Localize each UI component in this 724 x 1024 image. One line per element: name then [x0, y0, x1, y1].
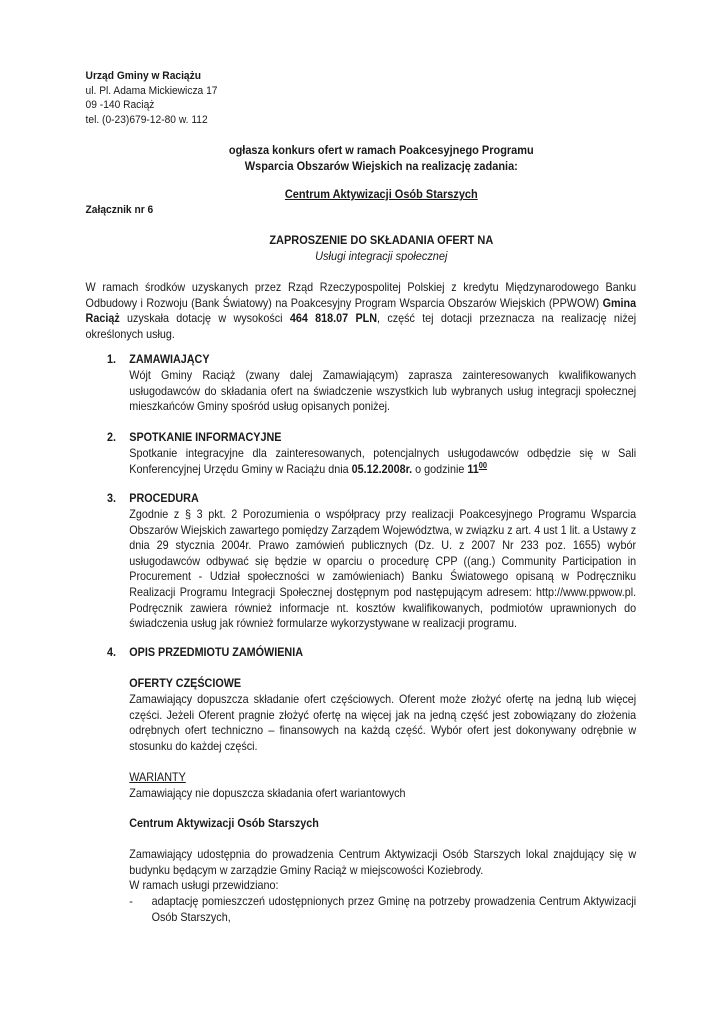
section-2-number: 2.: [106, 431, 116, 444]
section-4-number: 4.: [106, 646, 116, 659]
services-intro: W ramach usługi przewidziano:: [129, 879, 279, 892]
office-postal: 09 -140 Raciąż: [85, 99, 155, 112]
intro-text-before: W ramach środków uzyskanych przez Rząd Rzeczypospolitej Polskiej z kredytu Międzynarodowego Banku Odbudowy i Rozwoju (Bank Światowy) na Poakcesyjny Program Wsparcia Obszarów Wiejskich (PPWOW): [85, 281, 637, 310]
bullet-item-1: adaptację pomieszczeń udostępnionych przez Gminę na potrzeby prowadzenia Centrum Aktywizacji Osób Starszych,: [151, 895, 637, 924]
attachment-label: Załącznik nr 6: [85, 204, 154, 216]
section-2-title: SPOTKANIE INFORMACYJNE: [129, 431, 282, 444]
office-address: [86, 69, 218, 127]
intro-municipality: Gmina Raciąż: [85, 296, 637, 326]
section-1-number: 1.: [106, 353, 116, 366]
announcement-line-1: ogłasza konkurs ofert w ramach Poakcesyjnego Programu: [228, 143, 534, 157]
meeting-hour: 11: [467, 462, 479, 476]
intro-amount: 464 818.07 PLN: [289, 312, 378, 326]
bullet-dash: -: [129, 895, 133, 908]
center-section-title: Centrum Aktywizacji Osób Starszych: [129, 817, 319, 830]
office-name: Urząd Gminy w Raciążu: [85, 70, 201, 82]
section-4-title: OPIS PRZEDMIOTU ZAMÓWIENIA: [129, 646, 303, 659]
meeting-date: 05.12.2008r.: [351, 462, 413, 476]
task-title: Centrum Aktywizacji Osób Starszych: [284, 187, 478, 201]
partial-offers-title: OFERTY CZĘŚCIOWE: [129, 677, 242, 690]
partial-offers-body: Zamawiający dopuszcza składanie ofert częściowych. Oferent może złożyć ofertę na jedną lub więcej części. Jeżeli Oferent pragnie złożyć ofertę na więcej jak na jedną część jest zobowiązany do złożenia odrębnych ofert techniczno – finansowych na każdą część. Wybór ofert jest dokonywany odrębnie w stosunku do każdej części.: [129, 693, 637, 753]
office-street: ul. Pl. Adama Mickiewicza 17: [85, 84, 218, 97]
section-3-number: 3.: [106, 492, 116, 505]
intro-text-middle: uzyskała dotację w wysokości: [119, 312, 290, 326]
intro-text-after: , część tej dotacji przeznacza na realizację niżej określonych usług.: [85, 312, 637, 341]
announcement: [112, 143, 651, 174]
intro-paragraph: [86, 280, 637, 342]
office-phone: tel. (0-23)679-12-80 w. 112: [85, 113, 208, 126]
variants-title: WARIANTY: [129, 771, 186, 784]
section-2-body: [129, 446, 636, 477]
invitation-title: ZAPROSZENIE DO SKŁADANIA OFERT NA: [269, 233, 494, 247]
meeting-minutes: 00: [478, 460, 488, 470]
center-section-body: Zamawiający udostępnia do prowadzenia Centrum Aktywizacji Osób Starszych lokal znajdujący się w budynku będącym w zarządzie Gminy Raciąż w miejscowości Koziebrody.: [129, 848, 637, 877]
section-3-title: PROCEDURA: [129, 492, 199, 505]
section-1-body: Wójt Gminy Raciąż (zwany dalej Zamawiającym) zaprasza zainteresowanych kwalifikowanych usługodawców do składania ofert na świadczenie wszystkich lub wybranych usług integracji społecznej mieszkańców Gminy spośród usług opisanych poniżej.: [129, 369, 637, 414]
invitation-subtitle: Usługi integracji społecznej: [315, 248, 448, 263]
section-3-body: Zgodnie z § 3 pkt. 2 Porozumienia o współpracy przy realizacji Poakcesyjnego Programu Wsparcia Obszarów Wiejskich zawartego pomiędzy Zarządem Województwa, w związku z art. 4 ust 1 lit. a Ustawy z dnia 29 stycznia 2004r. Prawo zamówień publicznych (Dz. U. z 2007 Nr 233 poz. 1655) wybór usługodawców odbywać się będzie w oparciu o procedurę CPP ((ang.) Community Participation in Procurement - Udział społeczności w zamówieniach) Banku Światowego opisaną w Podręczniku Realizacji Programu Integracji Społecznej dostępnym pod następującym adresem: http://www.ppwow.pl. Podręcznik zawiera również informacje nt. kosztów kwalifikowanych, podmiotów uprawnionych do świadczenia usług jak również formularze wykorzystywane w realizacji programu.: [129, 508, 637, 631]
section-2-text-before: Spotkanie integracyjne dla zainteresowanych, potencjalnych usługodawców odbędzie się w Sali Konferencyjnej Urzędu Gminy w Raciążu dnia: [129, 447, 637, 476]
variants-body: Zamawiający nie dopuszcza składania ofert wariantowych: [129, 787, 406, 800]
announcement-line-2: Wsparcia Obszarów Wiejskich na realizację zadania:: [244, 158, 518, 173]
invitation-heading: [112, 233, 651, 264]
section-2-text-middle: o godzinie: [412, 462, 468, 476]
section-1-title: ZAMAWIAJĄCY: [129, 353, 210, 366]
